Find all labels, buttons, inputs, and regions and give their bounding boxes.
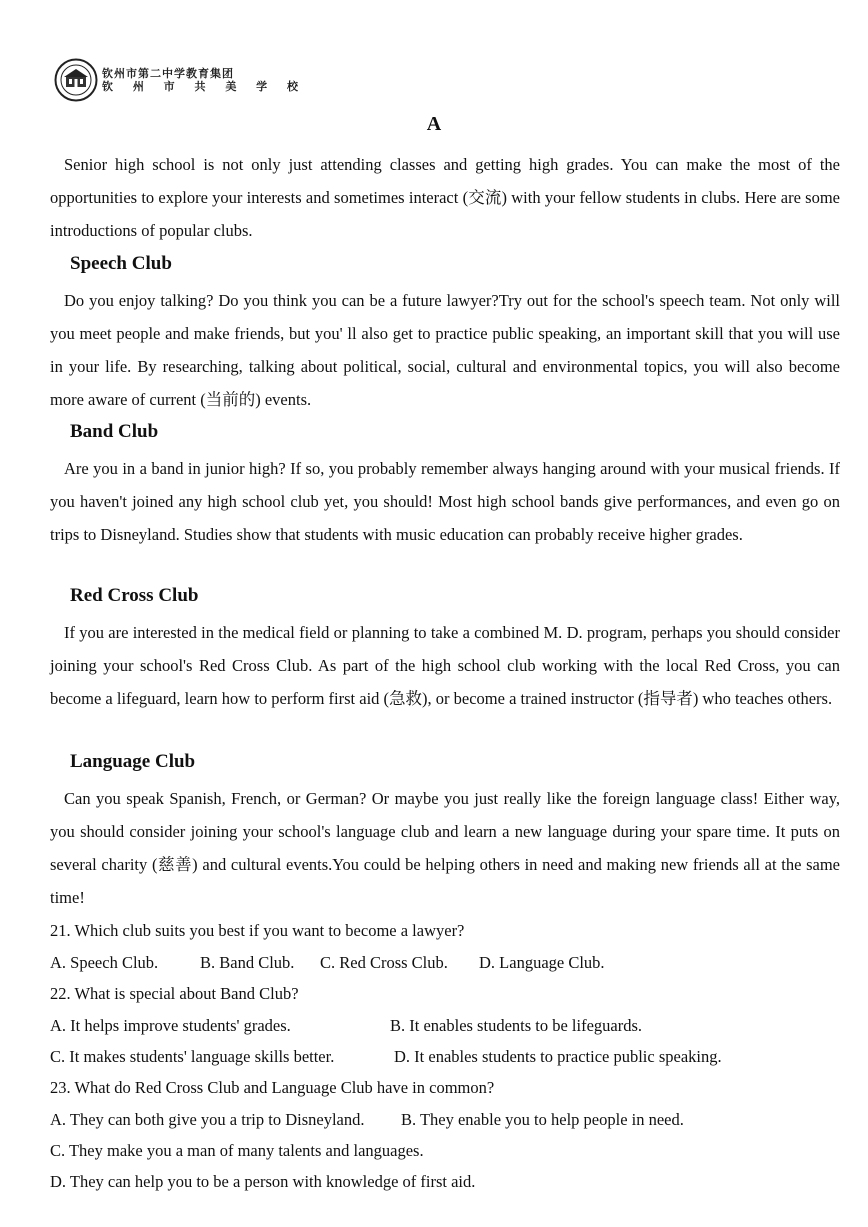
school-seal-icon xyxy=(54,58,98,102)
option-a[interactable]: A. They can both give you a trip to Disneyland. xyxy=(50,1110,365,1129)
club-heading-speech: Speech Club xyxy=(70,253,172,274)
question-stem: 23. What do Red Cross Club and Language Club have in common? xyxy=(50,1078,495,1097)
question-stem: 21. Which club suits you best if you want to become a lawyer? xyxy=(50,921,465,940)
option-c[interactable]: C. Red Cross Club. xyxy=(320,953,448,972)
option-d[interactable]: D. They can help you to be a person with knowledge of first aid. xyxy=(50,1172,476,1191)
option-b[interactable]: B. Band Club. xyxy=(200,953,295,972)
school-name-2: 钦 州 市 共 美 学 校 xyxy=(102,80,306,93)
school-name-1: 钦州市第二中学教育集团 xyxy=(102,67,234,80)
passage-label: A xyxy=(426,113,442,135)
option-c[interactable]: C. It makes students' language skills better. xyxy=(50,1047,335,1066)
club-text-red-cross: If you are interested in the medical field or planning to take a combined M. D. program, perhaps you should consider joining your school's Red Cross Club. As part of the high school club working with the local Red Cross, you can become a lifeguard, learn how to perform first aid (急救), or become a trained instructor (指导者) who teaches others. xyxy=(50,623,840,708)
option-b[interactable]: B. It enables students to be lifeguards. xyxy=(390,1016,643,1035)
school-header xyxy=(54,58,306,102)
club-heading-language: Language Club xyxy=(70,751,196,772)
option-c[interactable]: C. They make you a man of many talents and languages. xyxy=(50,1141,424,1160)
club-heading-red-cross: Red Cross Club xyxy=(70,585,199,606)
option-b[interactable]: B. They enable you to help people in need. xyxy=(401,1110,684,1129)
question-stem: 22. What is special about Band Club? xyxy=(50,984,299,1003)
option-d[interactable]: D. It enables students to practice public speaking. xyxy=(394,1047,722,1066)
option-d[interactable]: D. Language Club. xyxy=(479,953,605,972)
club-text-language: Can you speak Spanish, French, or German? Or maybe you just really like the foreign language class! Either way, you should consider joining your school's language club and learn a new language during your spare time. It puts on several charity (慈善) and cultural events.You could be helping others in need and making new friends all at the same time! xyxy=(50,789,840,907)
club-heading-band: Band Club xyxy=(70,421,159,442)
school-names xyxy=(102,67,306,93)
option-a[interactable]: A. Speech Club. xyxy=(50,953,159,972)
intro-paragraph: Senior high school is not only just attending classes and getting high grades. You can make the most of the opportunities to explore your interests and sometimes interact (交流) with your fellow students in clubs. Here are some introductions of popular clubs. xyxy=(50,155,840,240)
option-a[interactable]: A. It helps improve students' grades. xyxy=(50,1016,291,1035)
club-text-band: Are you in a band in junior high? If so, you probably remember always hanging around with your musical friends. If you haven't joined any high school club yet, you should! Most high school bands give performances, and even go on trips to Disneyland. Studies show that students with music education can probably receive higher grades. xyxy=(50,459,840,544)
club-text-speech: Do you enjoy talking? Do you think you can be a future lawyer?Try out for the school's speech team. Not only will you meet people and make friends, but you' ll also get to practice public speaking, an important skill that you will use in your life. By researching, talking about political, social, cultural and environmental topics, you will also become more aware of current (当前的) events. xyxy=(50,291,840,409)
